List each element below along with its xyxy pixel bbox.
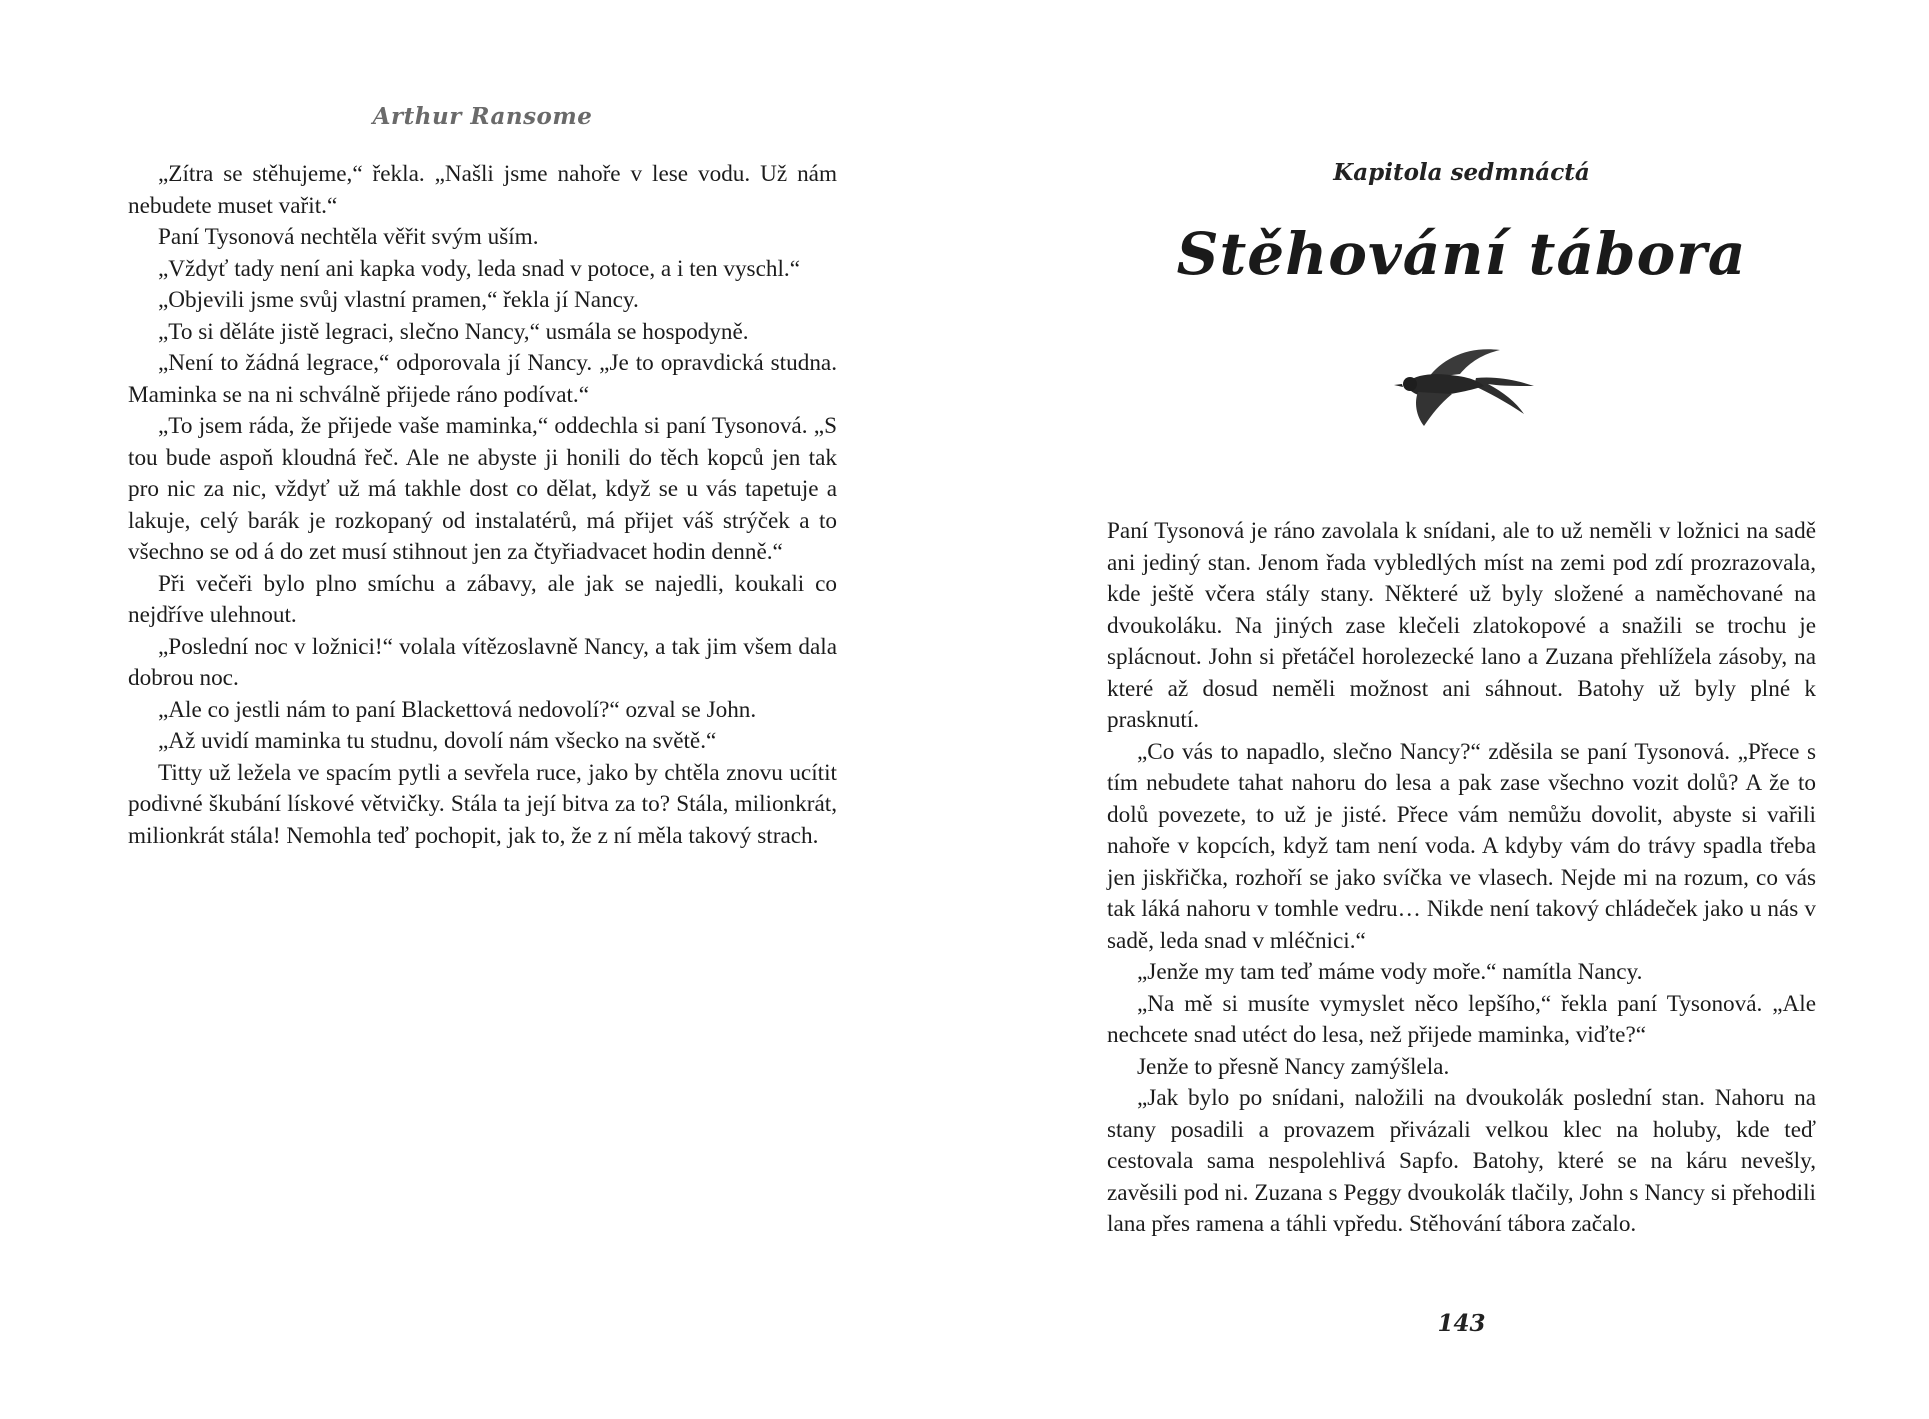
paragraph: „Poslední noc v ložnici!“ volala vítězoslavně Nancy, a tak jim všem dala dobrou noc.	[128, 633, 837, 691]
right-page	[964, 0, 1929, 1419]
right-body-text	[1107, 516, 1816, 1241]
paragraph: „To jsem ráda, že přijede vaše maminka,“ oddechla si paní Tysonová. „S tou bude aspoň kloudná řeč. Ale ne abyste ji honili do těch kopců jen tak pro nic za nic, vždyť už má takhle dost co dělat, když se u vás tapetuje a lakuje, celý barák je rozkopaný od instalatérů, má přijet váš strýček a to všechno se od á do zet musí stihnout jen za čtyřiadvacet hodin denně.“	[128, 413, 837, 565]
paragraph: „Vždyť tady není ani kapka vody, leda snad v potoce, a i ten vyschl.“	[158, 255, 800, 282]
chapter-label: Kapitola sedmnáctá	[1333, 159, 1590, 186]
paragraph: „Co vás to napadlo, slečno Nancy?“ zděsila se paní Tysonová. „Přece s tím nebudete tahat nahoru do lesa a pak zase všechno vozit dolů? A že to dolů povezete, to už je jisté. Přece vám nemůžu dovolit, abyste si vařili nahoře v kopcích, když tam není voda. A kdyby vám do trávy spadla třeba jen jiskřička, rozhoří se jako svíčka ve vlasech. Nejde mi na rozum, co vás tak láká nahoru v tomhle vedru… Nikde není takový chládeček jako u nás v sadě, leda snad v mléčnici.“	[1107, 738, 1816, 954]
chapter-title: Stěhování tábora	[1176, 220, 1747, 288]
paragraph: „Až uvidí maminka tu studnu, dovolí nám všecko na světě.“	[158, 728, 717, 754]
paragraph: „To si děláte jistě legraci, slečno Nancy,“ usmála se hospodyně.	[158, 318, 749, 345]
paragraph: „Ale co jestli nám to paní Blackettová nedovolí?“ ozval se John.	[158, 696, 757, 723]
paragraph: Titty už ležela ve spacím pytli a sevřela ruce, jako by chtěla znovu ucítit podivné škubání lískové větvičky. Stála ta její bitva za to? Stála, milionkrát, milionkrát stála! Nemohla teď pochopit, jak to, že z ní měla takový strach.	[128, 759, 837, 849]
paragraph: „Není to žádná legrace,“ odporovala jí Nancy. „Je to opravdická studna. Maminka se na ni schválně přijede ráno podívat.“	[128, 350, 837, 408]
page-number: 143	[1437, 1310, 1486, 1337]
paragraph: Paní Tysonová je ráno zavolala k snídani, ale to už neměli v ložnici na sadě ani jediný stan. Jenom řada vybledlých míst na zemi pod zdí prozrazovala, kde ještě včera stály stany. Některé už byly složené a naměchované na dvoukoláku. Na jiných zase klečeli zlatokopové a snažili se trochu je splácnout. John si přetáčel horolezecké lano a Zuzana přehlížela zásoby, na které až dosud neměli možnost ani sáhnout. Batohy už byly plné k prasknutí.	[1107, 518, 1816, 733]
paragraph: „Objevili jsme svůj vlastní pramen,“ řekla jí Nancy.	[158, 287, 639, 313]
swallow-icon	[1388, 340, 1538, 430]
paragraph: Jenže to přesně Nancy zamýšlela.	[1137, 1053, 1450, 1080]
left-page	[0, 0, 964, 1419]
paragraph: Při večeři bylo plno smíchu a zábavy, ale jak se najedli, koukali co nejdříve ulehnout.	[128, 570, 837, 628]
paragraph: „Zítra se stěhujeme,“ řekla. „Našli jsme nahoře v lese vodu. Už nám nebudete muset vařit.“	[128, 161, 837, 219]
paragraph: „Jenže my tam teď máme vody moře.“ namítla Nancy.	[1137, 959, 1643, 985]
paragraph: Paní Tysonová nechtěla věřit svým uším.	[158, 224, 539, 250]
paragraph: „Na mě si musíte vymyslet něco lepšího,“ řekla paní Tysonová. „Ale nechcete snad utéct do lesa, než přijede maminka, viďte?“	[1107, 990, 1816, 1048]
running-head-author: Arthur Ransome	[372, 103, 593, 130]
paragraph: „Jak bylo po snídani, naložili na dvoukolák poslední stan. Nahoru na stany posadili a provazem přivázali velkou klec na holuby, kde teď cestovala sama nespolehlivá Sapfo. Batohy, které se na káru nevešly, zavěsili pod ni. Zuzana s Peggy dvoukolák tlačily, John s Nancy si přehodili lana přes ramena a táhli vpředu. Stěhování tábora začalo.	[1107, 1085, 1816, 1237]
left-body-text	[128, 159, 837, 852]
